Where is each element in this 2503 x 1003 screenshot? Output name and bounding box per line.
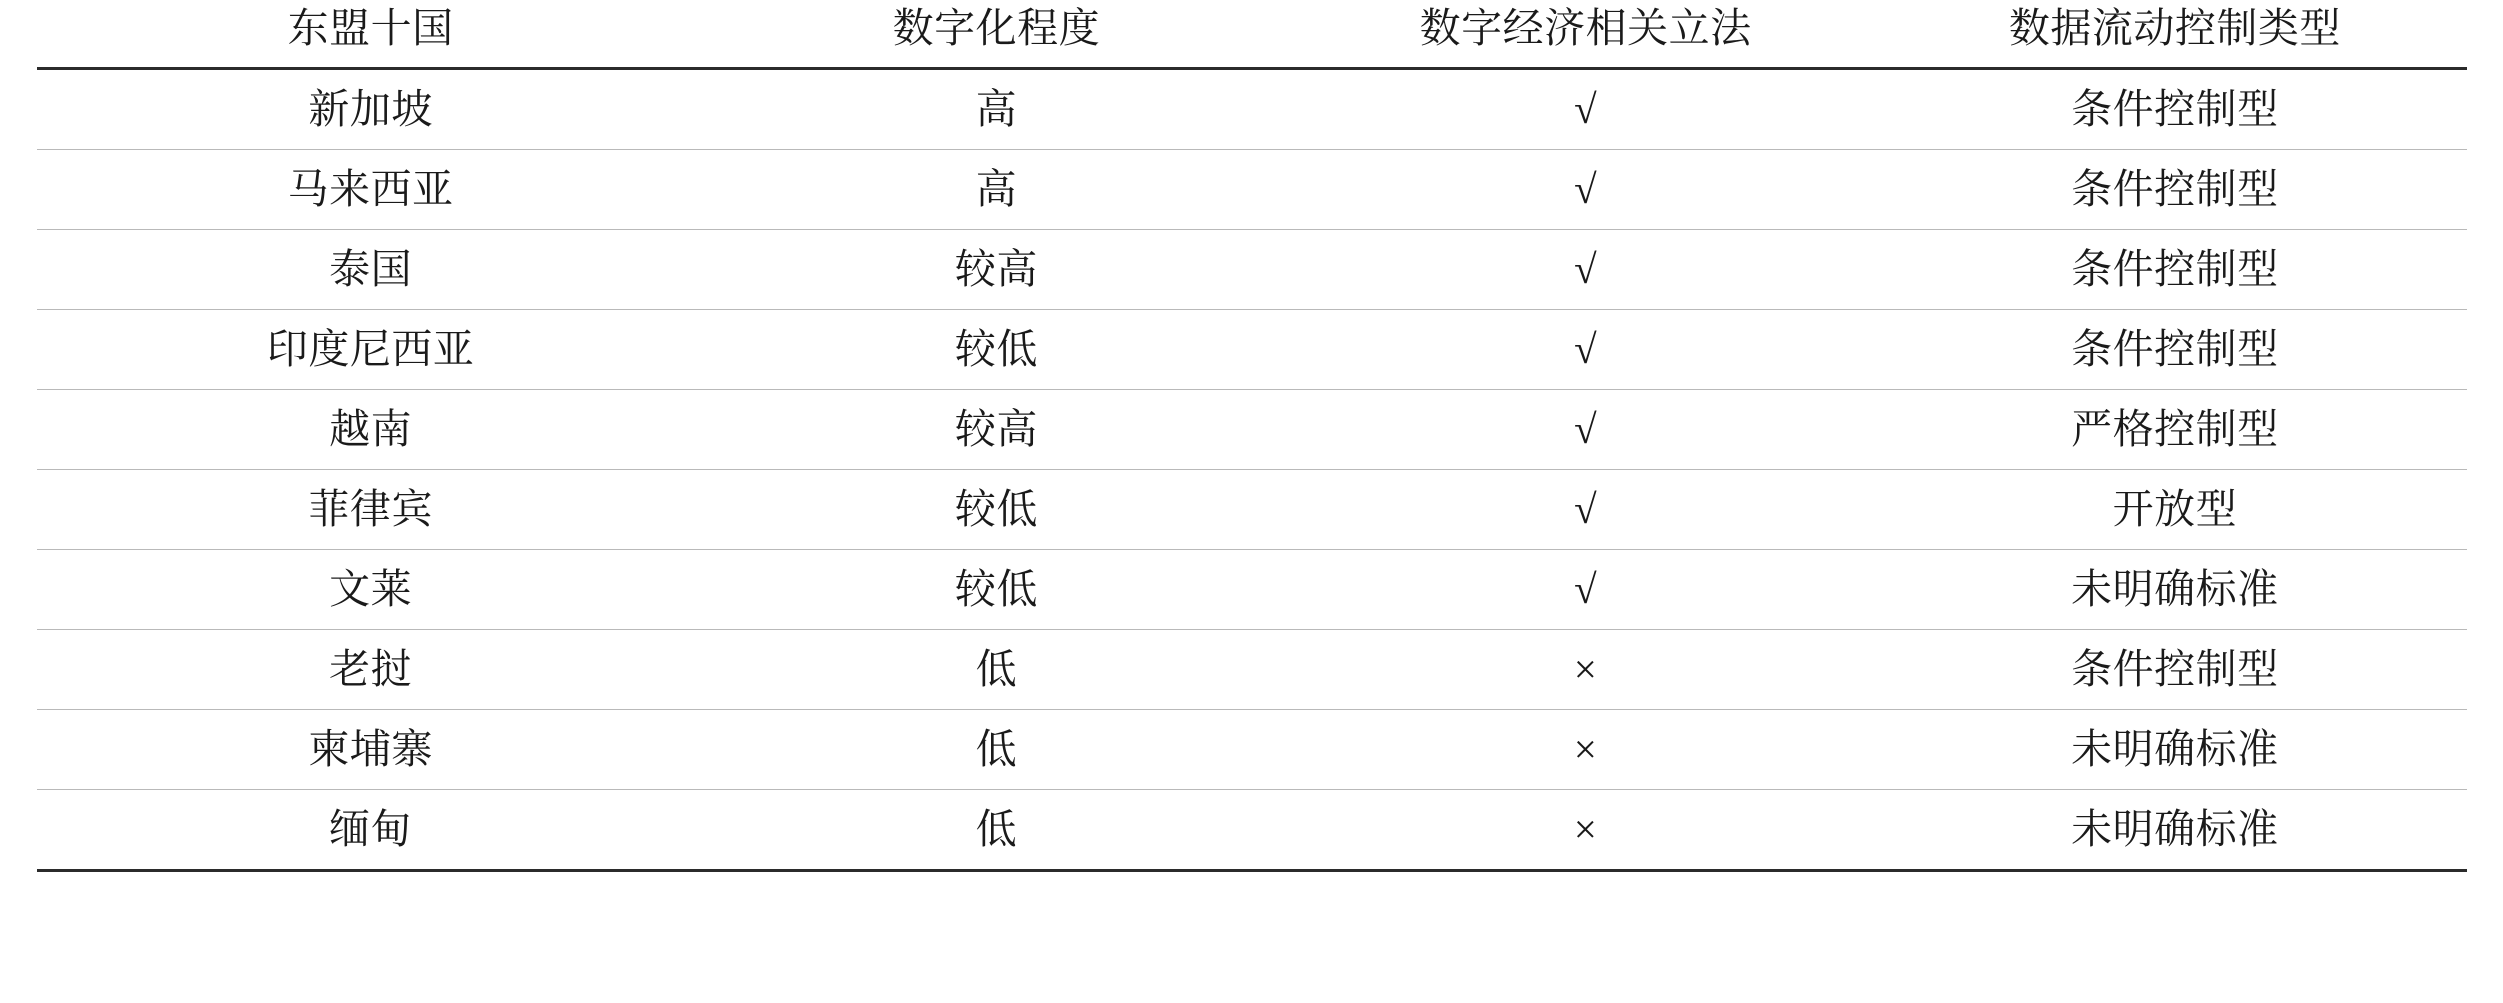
column-header-country: 东盟十国 [37,0,705,69]
cell-control-type: 条件控制型 [1883,69,2466,150]
cell-digitalization: 低 [705,790,1288,871]
table-row [37,390,2467,470]
cell-country: 马来西亚 [37,150,705,230]
cell-legislation: √ [1288,550,1883,630]
cell-legislation: × [1288,710,1883,790]
table-row [37,69,2467,150]
cell-digitalization: 高 [705,150,1288,230]
cell-legislation: √ [1288,69,1883,150]
table-row [37,710,2467,790]
cell-digitalization: 较高 [705,230,1288,310]
column-header-digitalization: 数字化程度 [705,0,1288,69]
cell-country: 老挝 [37,630,705,710]
table-row [37,230,2467,310]
cell-legislation: √ [1288,310,1883,390]
cell-control-type: 开放型 [1883,470,2466,550]
column-header-legislation: 数字经济相关立法 [1288,0,1883,69]
cell-country: 新加坡 [37,69,705,150]
cell-legislation: √ [1288,150,1883,230]
column-header-control-type: 数据流动控制类型 [1883,0,2466,69]
cell-legislation: √ [1288,230,1883,310]
cell-digitalization: 较低 [705,310,1288,390]
cell-legislation: × [1288,790,1883,871]
table-row [37,630,2467,710]
cell-control-type: 条件控制型 [1883,630,2466,710]
cell-legislation: × [1288,630,1883,710]
table-row [37,550,2467,630]
asean-digital-economy-table [37,0,2467,872]
cell-control-type: 未明确标准 [1883,790,2466,871]
cell-legislation: √ [1288,390,1883,470]
table-body [37,69,2467,871]
cell-control-type: 未明确标准 [1883,710,2466,790]
cell-control-type: 条件控制型 [1883,310,2466,390]
cell-digitalization: 较低 [705,470,1288,550]
table-header-row [37,0,2467,69]
table-row [37,470,2467,550]
cell-digitalization: 高 [705,69,1288,150]
cell-country: 越南 [37,390,705,470]
table-row [37,310,2467,390]
cell-digitalization: 低 [705,630,1288,710]
cell-country: 缅甸 [37,790,705,871]
cell-control-type: 未明确标准 [1883,550,2466,630]
cell-digitalization: 低 [705,710,1288,790]
cell-digitalization: 较高 [705,390,1288,470]
cell-country: 泰国 [37,230,705,310]
table-row [37,150,2467,230]
cell-control-type: 条件控制型 [1883,150,2466,230]
cell-digitalization: 较低 [705,550,1288,630]
cell-country: 柬埔寨 [37,710,705,790]
cell-country: 印度尼西亚 [37,310,705,390]
cell-legislation: √ [1288,470,1883,550]
cell-country: 菲律宾 [37,470,705,550]
cell-control-type: 严格控制型 [1883,390,2466,470]
table-header [37,0,2467,69]
cell-country: 文莱 [37,550,705,630]
cell-control-type: 条件控制型 [1883,230,2466,310]
table-row [37,790,2467,871]
